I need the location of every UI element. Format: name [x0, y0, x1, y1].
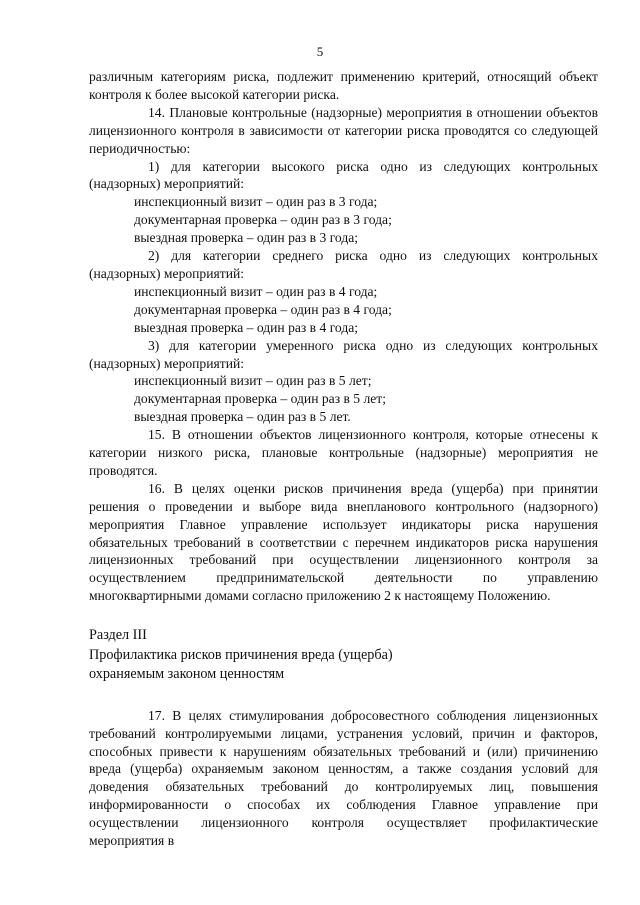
section-title-line-1: Профилактика рисков причинения вреда (ущерба) — [89, 646, 393, 663]
list-item-medium-risk: 2) для категории среднего риска одно из следующих контрольных (надзорных) мероприятий: — [89, 248, 598, 281]
document-body — [89, 68, 598, 850]
list-item-moderate-risk: 3) для категории умеренного риска одно из следующих контрольных (надзорных) мероприятий: — [89, 337, 598, 371]
paragraph-continuation: различным категориям риска, подлежит применению критерий, относящий объект контроля к более высокой категории риска. — [89, 69, 598, 102]
list-subitem: документарная проверка – один раз в 5 лет; — [134, 391, 387, 407]
paragraph-16: 16. В целях оценки рисков причинения вреда (ущерба) при принятии решения о проведении и выборе вида внепланового контрольного (надзорного) мероприятия Главное управление использует индикаторы риска нарушения обязательных требований в соответствии с перечнем индикаторов риска нарушения лицензионных требований при осуществлении лицензионного контроля за осуществлением предпринимательской деятельности по управлению многоквартирными домами согласно приложению 2 к настоящему Положению. — [89, 480, 598, 604]
paragraph-17: 17. В целях стимулирования добросовестного соблюдения лицензионных требований контролируемыми лицами, устранения условий, причин и факторов, способных привести к нарушениям обязательных требований и (или) причинению вреда (ущерба) охраняемым законом ценностям, а также создания условий для доведения обязательных требований до контролируемых лиц, повышения информированности о способах их соблюдения Главное управление при осуществлении лицензионного контроля осуществляет профилактические мероприятия в — [89, 707, 598, 849]
list-subitem: инспекционный визит – один раз в 5 лет; — [134, 373, 372, 389]
list-subitem: инспекционный визит – один раз в 3 года; — [134, 194, 378, 210]
paragraph-15: 15. В отношении объектов лицензионного контроля, которые отнесены к категории низкого риска, плановые контрольные (надзорные) мероприятия не проводятся. — [89, 427, 598, 478]
section-number: Раздел III — [89, 627, 147, 644]
list-subitem: выездная проверка – один раз в 5 лет. — [134, 409, 351, 425]
list-subitem: выездная проверка – один раз в 3 года; — [134, 230, 359, 246]
list-subitem: инспекционный визит – один раз в 4 года; — [134, 283, 378, 299]
section-spacer — [89, 685, 598, 707]
list-subitem: выездная проверка – один раз в 4 года; — [134, 319, 359, 335]
list-item-high-risk: 1) для категории высокого риска одно из следующих контрольных (надзорных) мероприятий: — [89, 158, 598, 192]
list-subitem: документарная проверка – один раз в 4 года; — [134, 301, 392, 317]
section-title-line-2: охраняемым законом ценностям — [89, 666, 285, 683]
paragraph-14: 14. Плановые контрольные (надзорные) мероприятия в отношении объектов лицензионного контроля в зависимости от категории риска проводятся со следующей периодичностью: — [89, 104, 598, 156]
list-subitem: документарная проверка – один раз в 3 года; — [134, 212, 392, 228]
page-number: 5 — [316, 44, 324, 59]
